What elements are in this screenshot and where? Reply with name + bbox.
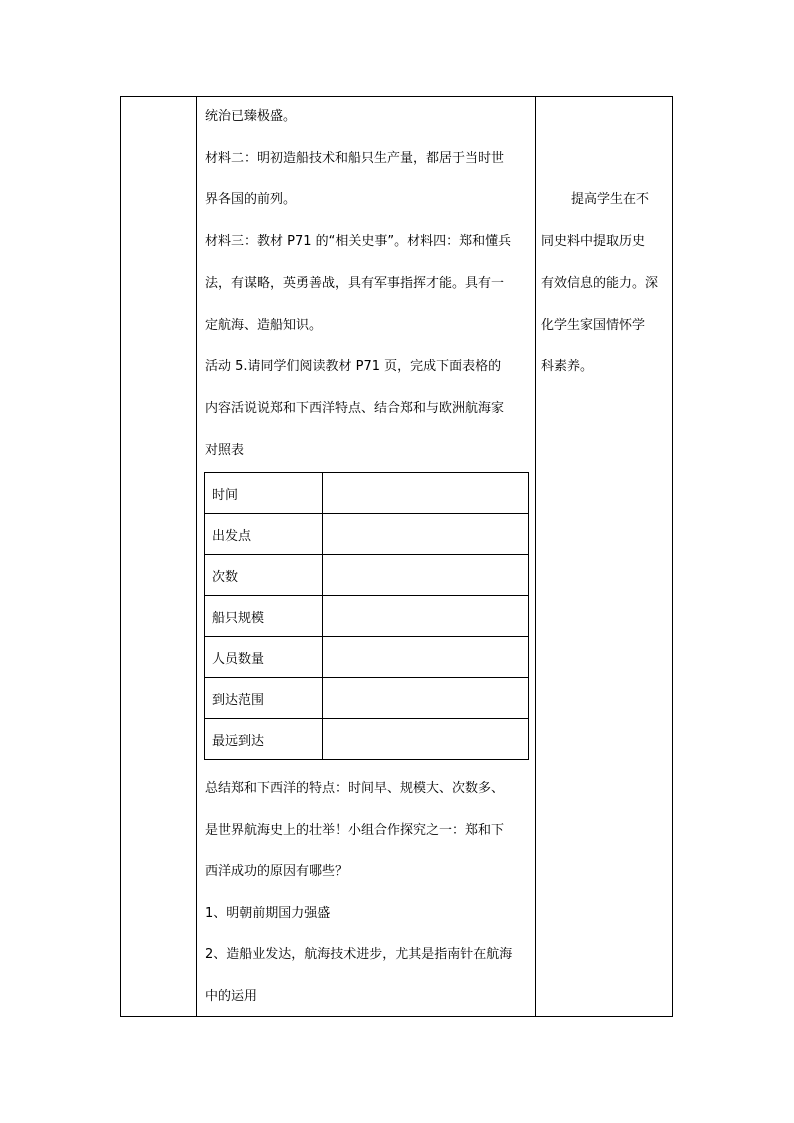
table-row — [205, 555, 529, 596]
text-line: 法，有谋略，英勇善战，具有军事指挥才能。具有一 — [205, 276, 505, 291]
text-line: 活动 5.请同学们阅读教材 P71 页，完成下面表格的 — [205, 359, 502, 374]
text-line: 1、明朝前期国力强盛 — [205, 906, 331, 921]
text-line: 定航海、造船知识。 — [205, 318, 323, 333]
row-label: 次数 — [205, 555, 323, 596]
row-value — [323, 596, 529, 637]
row-label: 出发点 — [205, 514, 323, 555]
table-row — [205, 473, 529, 514]
text-line: 统治已臻极盛。 — [205, 109, 297, 124]
column-divider-left — [196, 97, 197, 1016]
text-line: 界各国的前列。 — [205, 192, 297, 207]
text-line: 对照表 — [205, 443, 245, 458]
text-line: 中的运用 — [205, 989, 258, 1004]
column-divider-right — [535, 97, 536, 1016]
row-label: 时间 — [205, 473, 323, 514]
row-label: 人员数量 — [205, 637, 323, 678]
text-line: 材料三：教材 P71 的“相关史事”。材料四：郑和懂兵 — [205, 234, 512, 249]
row-label: 最远到达 — [205, 719, 323, 760]
text-line: 内容活说说郑和下西洋特点、结合郑和与欧洲航海家 — [205, 401, 505, 416]
comparison-table — [204, 472, 529, 760]
row-label: 船只规模 — [205, 596, 323, 637]
text-line: 2、造船业发达，航海技术进步，尤其是指南针在航海 — [205, 947, 513, 962]
table-row — [205, 678, 529, 719]
table-row — [205, 637, 529, 678]
text-line: 总结郑和下西洋的特点：时间早、规模大、次数多、 — [205, 781, 505, 796]
row-value — [323, 473, 529, 514]
objective-line: 科素养。 — [541, 359, 594, 374]
text-line: 是世界航海史上的壮举！小组合作探究之一：郑和下 — [205, 823, 505, 838]
objective-line: 提高学生在不 — [571, 192, 650, 207]
row-value — [323, 514, 529, 555]
text-line: 西洋成功的原因有哪些？ — [205, 864, 349, 879]
objective-line: 同史料中提取历史 — [541, 234, 646, 249]
table-row — [205, 719, 529, 760]
objective-line: 化学生家国情怀学 — [541, 318, 646, 333]
objective-line: 有效信息的能力。深 — [541, 276, 659, 291]
table-row — [205, 596, 529, 637]
table-row — [205, 514, 529, 555]
lesson-table — [120, 96, 673, 1017]
text-line: 材料二：明初造船技术和船只生产量，都居于当时世 — [205, 151, 505, 166]
row-value — [323, 678, 529, 719]
row-label: 到达范围 — [205, 678, 323, 719]
row-value — [323, 719, 529, 760]
row-value — [323, 555, 529, 596]
row-value — [323, 637, 529, 678]
